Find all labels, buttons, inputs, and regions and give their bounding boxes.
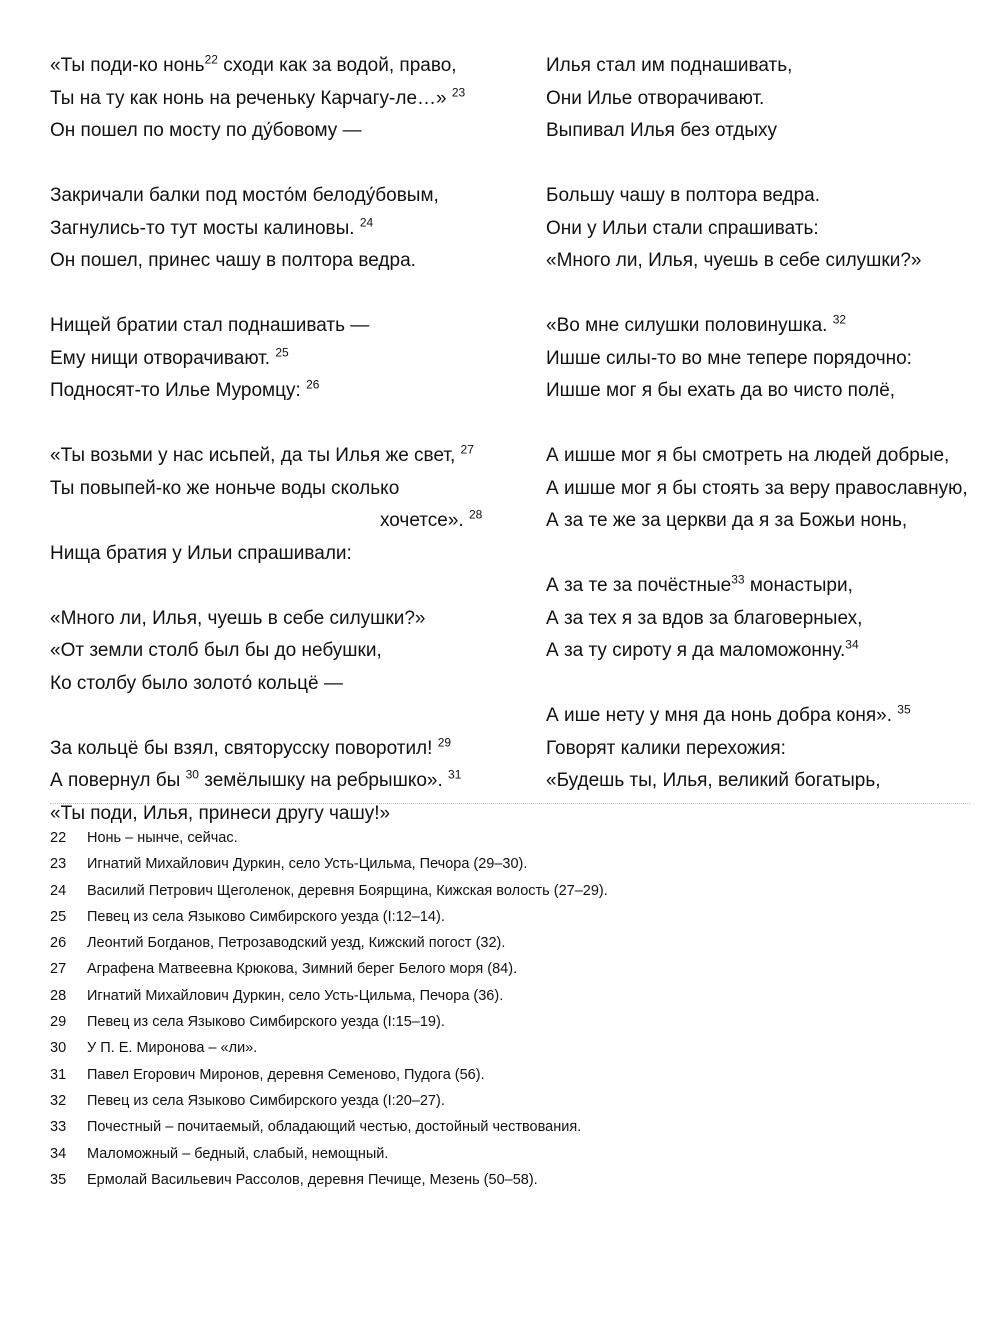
poem-right-column	[546, 50, 966, 798]
footnote-text: Павел Егорович Миронов, деревня Семеново, Пудога (56).	[87, 1066, 485, 1083]
footnote-text: Маломожный – бедный, слабый, немощный.	[87, 1145, 389, 1162]
footnote	[50, 1009, 950, 1035]
footnote-ref[interactable]: 29	[437, 735, 452, 750]
verse-line	[546, 635, 966, 668]
verse-text: сходи как за водой, право,	[217, 55, 457, 76]
verse-line	[546, 50, 966, 83]
footnote-number: 27	[50, 961, 67, 978]
verse-text: Ты на ту как нонь на реченьку Карчагу-ле…»	[50, 87, 452, 109]
footnote-ref[interactable]: 35	[897, 702, 911, 717]
footnote-ref[interactable]: 34	[845, 637, 859, 652]
stanza-gap	[546, 408, 966, 441]
verse-line	[50, 668, 490, 701]
verse-line	[546, 343, 966, 376]
footnote-number: 35	[50, 1171, 67, 1188]
footnote	[50, 1141, 950, 1167]
verse-line	[50, 603, 490, 636]
verse-text: «Во мне силушки половинушка.	[546, 315, 833, 336]
verse-text: А ишше мог я бы стоять за веру православную,	[546, 477, 968, 499]
footnote-ref[interactable]: 33	[731, 572, 745, 587]
verse-line	[50, 635, 490, 668]
verse-line	[546, 765, 966, 798]
verse-line	[50, 375, 490, 408]
stanza-gap	[546, 148, 966, 181]
verse-text: Ему нищи отворачивают.	[50, 347, 276, 369]
footnote	[50, 1114, 950, 1140]
verse-line	[50, 505, 490, 538]
footnote	[50, 1035, 950, 1061]
verse-line	[546, 245, 966, 278]
verse-line	[50, 245, 490, 278]
verse-line	[546, 570, 966, 603]
footnote-number: 31	[50, 1066, 67, 1083]
verse-text: А за тех я за вдов за благоверныех,	[546, 607, 863, 629]
verse-text: Говорят калики перехожия:	[546, 737, 786, 759]
footnote	[50, 878, 950, 904]
footnote-number: 28	[50, 987, 67, 1004]
verse-line	[546, 180, 966, 213]
verse-text: А за те же за церкви да я за Божьи нонь,	[546, 510, 908, 531]
verse-line	[50, 310, 490, 343]
footnote	[50, 851, 950, 877]
footnote-text: Певец из села Языково Симбирского уезда (I:15–19).	[87, 1014, 445, 1031]
verse-text: «Много ли, Илья, чуешь в себе силушки?»	[50, 607, 426, 629]
footnote-text: Василий Петрович Щеголенок, деревня Боярщина, Кижская волость (27–29).	[87, 882, 608, 899]
footnote-text: Ермолай Васильевич Рассолов, деревня Печище, Мезень (50–58).	[87, 1171, 538, 1188]
footnote	[50, 825, 950, 851]
verse-text: «Ты возьми у нас исьпей, да ты Илья же свет,	[50, 445, 461, 466]
footnotes	[50, 825, 950, 1193]
footnote-text: Певец из села Языково Симбирского уезда (I:20–27).	[87, 1092, 445, 1109]
verse-text: Они Илье отворачивают.	[546, 87, 765, 109]
footnote-number: 30	[50, 1040, 67, 1057]
verse-text: Они у Ильи стали спрашивать:	[546, 217, 819, 239]
verse-line	[50, 83, 490, 116]
footnote-number: 32	[50, 1092, 67, 1109]
verse-text: А ише нету у мня да нонь добра коня».	[546, 705, 898, 726]
footnote-ref[interactable]: 25	[275, 345, 289, 360]
footnote	[50, 1167, 950, 1193]
footnote-ref[interactable]: 22	[204, 52, 218, 67]
footnote-number: 25	[50, 908, 67, 925]
poem-left-column	[50, 50, 490, 830]
verse-text: Большу чашу в полтора ведра.	[546, 185, 821, 206]
footnote-number: 34	[50, 1145, 67, 1162]
stanza-gap	[50, 700, 490, 733]
footnote	[50, 904, 950, 930]
footnote-ref[interactable]: 28	[468, 507, 483, 522]
verse-text: А за те за почёстные	[546, 575, 732, 596]
verse-line	[50, 440, 490, 473]
footnote-text: У П. Е. Миронова – «ли».	[87, 1040, 258, 1057]
stanza-gap	[546, 278, 966, 311]
footnote-text: Певец из села Языково Симбирского уезда (I:12–14).	[87, 908, 445, 925]
verse-line	[50, 765, 490, 798]
verse-text: Загнулись-то тут мосты калиновы.	[50, 217, 360, 239]
verse-line	[50, 50, 490, 83]
verse-text: «Много ли, Илья, чуешь в себе силушки?»	[546, 250, 922, 271]
verse-text: Ишше мог я бы ехать да во чисто полё,	[546, 380, 896, 401]
footnote-ref[interactable]: 24	[359, 215, 374, 230]
verse-text: «От земли столб был бы до небушки,	[50, 640, 382, 661]
verse-line	[50, 213, 490, 246]
footnote-ref[interactable]: 23	[451, 85, 466, 100]
verse-line	[50, 180, 490, 213]
footnote-ref[interactable]: 32	[832, 312, 847, 327]
verse-text: «Будешь ты, Илья, великий богатырь,	[546, 770, 881, 791]
verse-line	[50, 473, 490, 506]
verse-text: А повернул бы	[50, 770, 186, 791]
footnote-number: 29	[50, 1014, 67, 1031]
verse-text: Подносят-то Илье Муромцу:	[50, 380, 307, 401]
verse-line	[546, 115, 966, 148]
footnote-text: Почестный – почитаемый, обладающий честью, достойный чествования.	[87, 1119, 582, 1136]
footnote	[50, 983, 950, 1009]
verse-line	[546, 440, 966, 473]
stanza-gap	[50, 408, 490, 441]
verse-line	[546, 603, 966, 636]
verse-line	[50, 538, 490, 571]
verse-text: хочетсе».	[380, 510, 469, 531]
footnote-number: 26	[50, 935, 67, 952]
stanza-gap	[50, 278, 490, 311]
verse-text: Ко столбу было золото́ кольцё —	[50, 672, 343, 694]
verse-text: «Ты поди-ко нонь	[50, 55, 205, 76]
footnote-ref[interactable]: 31	[448, 767, 462, 782]
verse-line	[546, 700, 966, 733]
verse-line	[546, 83, 966, 116]
footnote-number: 23	[50, 856, 67, 873]
footnote-text: Игнатий Михайлович Дуркин, село Усть-Цильма, Печора (36).	[87, 987, 504, 1004]
footnote-text: Игнатий Михайлович Дуркин, село Усть-Цильма, Печора (29–30).	[87, 856, 528, 873]
footnote-ref[interactable]: 26	[306, 377, 320, 392]
footnote-number: 33	[50, 1119, 67, 1136]
stanza-gap	[546, 538, 966, 571]
verse-line	[546, 505, 966, 538]
verse-text: Закричали балки под мосто́м белоду́бовым,	[50, 185, 439, 206]
footnote-text: Аграфена Матвеевна Крюкова, Зимний берег Белого моря (84).	[87, 961, 518, 978]
verse-text: Ишше силы-то во мне тепере порядочно:	[546, 347, 912, 369]
verse-text: Он пошел, принес чашу в полтора ведра.	[50, 250, 416, 271]
verse-text: монастыри,	[744, 575, 853, 596]
verse-line	[546, 213, 966, 246]
verse-text: «Ты поди, Илья, принеси другу чашу!»	[50, 802, 391, 824]
verse-text: Нища братия у Ильи спрашивали:	[50, 542, 352, 564]
verse-line	[546, 473, 966, 506]
verse-text: За кольцё бы взял, святорусску поворотил!	[50, 737, 438, 759]
verse-line	[50, 115, 490, 148]
footnote-number: 24	[50, 882, 67, 899]
stanza-gap	[546, 668, 966, 701]
verse-line	[50, 343, 490, 376]
footnote-text: Леонтий Богданов, Петрозаводский уезд, Кижский погост (32).	[87, 935, 506, 952]
footnote	[50, 1088, 950, 1114]
verse-line	[50, 733, 490, 766]
footnote-number: 22	[50, 830, 67, 846]
verse-text: земёлышку на ребрышко».	[198, 770, 449, 791]
verse-text: А ишше мог я бы смотреть на людей добрые,	[546, 445, 950, 466]
stanza-gap	[50, 148, 490, 181]
verse-text: Ты повыпей-ко же ноньче воды сколько	[50, 477, 400, 499]
verse-text: Выпивал Илья без отдыху	[546, 120, 778, 141]
footnote-ref[interactable]: 27	[460, 442, 474, 457]
footnote-text: Нонь – нынче, сейчас.	[87, 830, 238, 846]
footnote-ref[interactable]: 30	[185, 767, 199, 782]
footnote	[50, 1062, 950, 1088]
verse-line	[546, 375, 966, 408]
footnote-separator	[50, 803, 970, 804]
verse-text: А за ту сироту я да маломожонну.	[546, 640, 846, 661]
stanza-gap	[50, 570, 490, 603]
verse-line	[546, 310, 966, 343]
verse-text: Илья стал им поднашивать,	[546, 55, 793, 76]
verse-line	[546, 733, 966, 766]
footnote	[50, 956, 950, 982]
verse-text: Он пошел по мосту по ду́бовому —	[50, 120, 362, 141]
verse-text: Нищей братии стал поднашивать —	[50, 315, 370, 336]
footnote	[50, 930, 950, 956]
